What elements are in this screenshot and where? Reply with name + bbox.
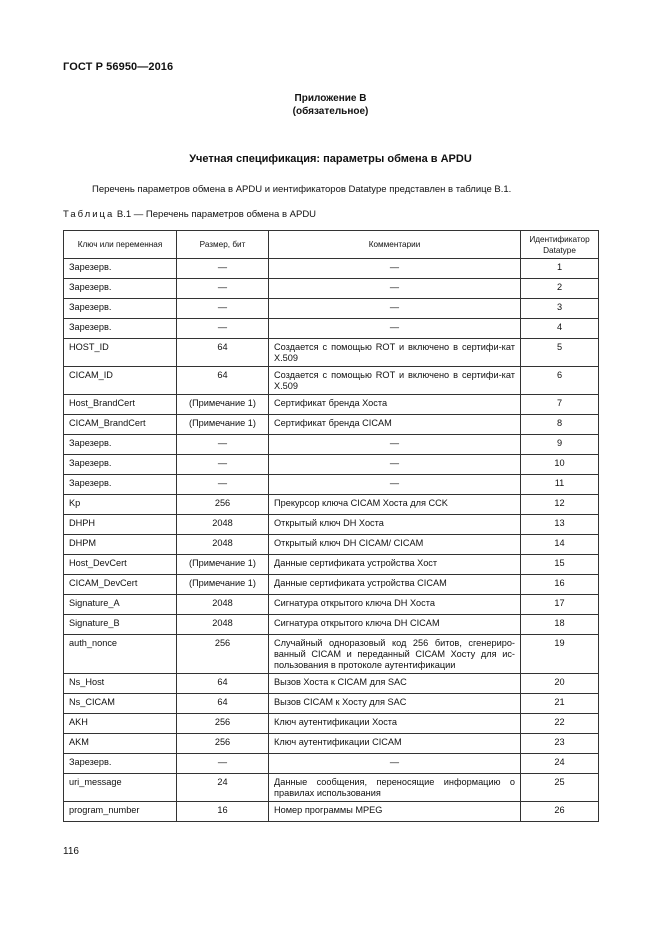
table-row — [64, 535, 599, 555]
cell-comment: Данные сертификата устройства CICAM — [269, 575, 521, 595]
cell-size: (Примечание 1) — [177, 415, 269, 435]
cell-comment: Данные сертификата устройства Хост — [269, 555, 521, 575]
cell-size: — — [177, 435, 269, 455]
cell-key: AKM — [64, 734, 177, 754]
cell-datatype-id: 14 — [521, 535, 599, 555]
table-row — [64, 734, 599, 754]
cell-comment: Сертификат бренда CICAM — [269, 415, 521, 435]
cell-datatype-id: 26 — [521, 802, 599, 822]
cell-comment: — — [269, 279, 521, 299]
table-row — [64, 495, 599, 515]
cell-datatype-id: 9 — [521, 435, 599, 455]
cell-datatype-id: 16 — [521, 575, 599, 595]
table-caption-prefix: Таблица — [63, 209, 115, 220]
cell-datatype-id: 18 — [521, 615, 599, 635]
cell-size: (Примечание 1) — [177, 395, 269, 415]
cell-datatype-id: 19 — [521, 635, 599, 674]
cell-comment: — — [269, 299, 521, 319]
cell-size: 64 — [177, 694, 269, 714]
cell-key: Зарезерв. — [64, 435, 177, 455]
cell-comment: — — [269, 259, 521, 279]
cell-key: Signature_B — [64, 615, 177, 635]
cell-key: program_number — [64, 802, 177, 822]
cell-comment: — — [269, 754, 521, 774]
table-row — [64, 435, 599, 455]
cell-key: Зарезерв. — [64, 259, 177, 279]
table-row — [64, 259, 599, 279]
table-caption — [63, 209, 316, 220]
cell-size: 256 — [177, 495, 269, 515]
cell-size: 24 — [177, 774, 269, 802]
cell-datatype-id: 13 — [521, 515, 599, 535]
table-row — [64, 279, 599, 299]
table-body — [64, 259, 599, 822]
table-row — [64, 714, 599, 734]
cell-key: Ns_Host — [64, 674, 177, 694]
cell-datatype-id: 22 — [521, 714, 599, 734]
cell-key: CICAM_ID — [64, 367, 177, 395]
cell-comment: Случайный одноразовый код 256 битов, сгенериро-ванный CICAM и переданный CICAM Хосту для ис-пользования в протоколе аутентификации — [269, 635, 521, 674]
cell-comment: Открытый ключ DH Хоста — [269, 515, 521, 535]
cell-key: Зарезерв. — [64, 455, 177, 475]
cell-comment: Данные сообщения, переносящие информацию о правилах использования — [269, 774, 521, 802]
cell-key: HOST_ID — [64, 339, 177, 367]
cell-size: 64 — [177, 674, 269, 694]
section-title: Учетная спецификация: параметры обмена в APDU — [189, 153, 472, 165]
table-row — [64, 455, 599, 475]
cell-size: — — [177, 754, 269, 774]
cell-key: AKH — [64, 714, 177, 734]
cell-comment: Сертификат бренда Хоста — [269, 395, 521, 415]
cell-datatype-id: 1 — [521, 259, 599, 279]
header-size: Размер, бит — [177, 231, 269, 259]
table-row — [64, 575, 599, 595]
cell-key: DHPM — [64, 535, 177, 555]
cell-size: (Примечание 1) — [177, 555, 269, 575]
table-row — [64, 595, 599, 615]
cell-key: Host_DevCert — [64, 555, 177, 575]
cell-datatype-id: 21 — [521, 694, 599, 714]
table-header-row — [64, 231, 599, 259]
cell-size: 2048 — [177, 515, 269, 535]
table-row — [64, 694, 599, 714]
cell-datatype-id: 11 — [521, 475, 599, 495]
cell-size: 64 — [177, 339, 269, 367]
standard-number: ГОСТ Р 56950—2016 — [63, 61, 174, 73]
header-id-line1: Идентификатор — [529, 234, 590, 244]
table-row — [64, 774, 599, 802]
cell-comment: — — [269, 319, 521, 339]
cell-datatype-id: 6 — [521, 367, 599, 395]
table-row — [64, 475, 599, 495]
cell-comment: Прекурсор ключа CICAM Хоста для CCK — [269, 495, 521, 515]
cell-comment: Открытый ключ DH CICAM/ CICAM — [269, 535, 521, 555]
cell-comment: Номер программы MPEG — [269, 802, 521, 822]
page-number: 116 — [63, 846, 79, 857]
cell-size: — — [177, 475, 269, 495]
cell-datatype-id: 15 — [521, 555, 599, 575]
cell-key: Ns_CICAM — [64, 694, 177, 714]
table-row — [64, 515, 599, 535]
cell-key: Kp — [64, 495, 177, 515]
appendix-status: (обязательное) — [292, 106, 369, 117]
cell-key: auth_nonce — [64, 635, 177, 674]
cell-comment: Ключ аутентификации Хоста — [269, 714, 521, 734]
cell-size: — — [177, 455, 269, 475]
header-id-line2: Datatype — [543, 245, 576, 255]
cell-size: 16 — [177, 802, 269, 822]
table-row — [64, 674, 599, 694]
cell-datatype-id: 17 — [521, 595, 599, 615]
table-row — [64, 415, 599, 435]
cell-comment: Создается с помощью ROT и включено в сертифи-кат X.509 — [269, 367, 521, 395]
table-row — [64, 367, 599, 395]
table-row — [64, 635, 599, 674]
table-row — [64, 395, 599, 415]
cell-datatype-id: 25 — [521, 774, 599, 802]
cell-size: 256 — [177, 635, 269, 674]
table-row — [64, 802, 599, 822]
appendix-heading — [0, 92, 661, 118]
header-comments: Комментарии — [269, 231, 521, 259]
cell-key: uri_message — [64, 774, 177, 802]
cell-size: — — [177, 259, 269, 279]
cell-size: 2048 — [177, 595, 269, 615]
cell-key: Host_BrandCert — [64, 395, 177, 415]
cell-size: (Примечание 1) — [177, 575, 269, 595]
cell-comment: Ключ аутентификации CICAM — [269, 734, 521, 754]
cell-datatype-id: 3 — [521, 299, 599, 319]
cell-datatype-id: 20 — [521, 674, 599, 694]
header-key: Ключ или переменная — [64, 231, 177, 259]
cell-datatype-id: 7 — [521, 395, 599, 415]
cell-datatype-id: 2 — [521, 279, 599, 299]
cell-datatype-id: 10 — [521, 455, 599, 475]
cell-size: — — [177, 279, 269, 299]
cell-key: Зарезерв. — [64, 475, 177, 495]
table-row — [64, 319, 599, 339]
cell-size: 256 — [177, 734, 269, 754]
cell-size: — — [177, 319, 269, 339]
cell-key: Зарезерв. — [64, 279, 177, 299]
cell-datatype-id: 23 — [521, 734, 599, 754]
cell-comment: Создается с помощью ROT и включено в сертифи-кат X.509 — [269, 339, 521, 367]
table-row — [64, 555, 599, 575]
cell-comment: Сигнатура открытого ключа DH Хоста — [269, 595, 521, 615]
cell-key: Зарезерв. — [64, 754, 177, 774]
cell-comment: — — [269, 455, 521, 475]
table-row — [64, 299, 599, 319]
cell-key: DHPH — [64, 515, 177, 535]
cell-size: — — [177, 299, 269, 319]
cell-key: CICAM_BrandCert — [64, 415, 177, 435]
cell-datatype-id: 8 — [521, 415, 599, 435]
cell-comment: — — [269, 475, 521, 495]
appendix-title: Приложение В — [294, 93, 367, 104]
cell-key: Signature_A — [64, 595, 177, 615]
cell-datatype-id: 24 — [521, 754, 599, 774]
table-row — [64, 339, 599, 367]
cell-key: CICAM_DevCert — [64, 575, 177, 595]
cell-key: Зарезерв. — [64, 299, 177, 319]
cell-size: 2048 — [177, 615, 269, 635]
table-row — [64, 754, 599, 774]
table-row — [64, 615, 599, 635]
cell-key: Зарезерв. — [64, 319, 177, 339]
cell-comment: Сигнатура открытого ключа DH CICAM — [269, 615, 521, 635]
table-caption-text: В.1 — Перечень параметров обмена в APDU — [114, 209, 317, 220]
parameters-table — [63, 230, 599, 822]
cell-comment: Вызов Хоста к CICAM для SAC — [269, 674, 521, 694]
cell-size: 256 — [177, 714, 269, 734]
intro-paragraph: Перечень параметров обмена в APDU и иентификаторов Datatype представлен в таблице В.1. — [92, 184, 512, 195]
cell-datatype-id: 5 — [521, 339, 599, 367]
cell-size: 64 — [177, 367, 269, 395]
cell-datatype-id: 4 — [521, 319, 599, 339]
cell-datatype-id: 12 — [521, 495, 599, 515]
header-datatype-id — [521, 231, 599, 259]
cell-comment: — — [269, 435, 521, 455]
cell-comment: Вызов CICAM к Хосту для SAC — [269, 694, 521, 714]
cell-size: 2048 — [177, 535, 269, 555]
